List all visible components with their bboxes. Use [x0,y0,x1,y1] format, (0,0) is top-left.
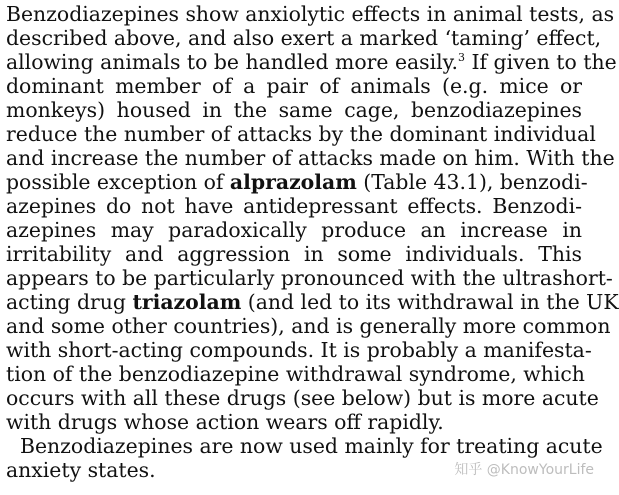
text-line: appears to be particularly pronounced with the ultrashort- [6,266,613,290]
text-line: Benzodiazepines are now used mainly for treating acute [20,434,603,458]
text-line: with drugs whose action wears off rapidly. [6,410,444,434]
text-line: monkeys) housed in the same cage, benzodiazepines [6,98,582,122]
text-line: azepines may paradoxically produce an increase in [6,218,582,242]
text-line: Benzodiazepines show anxiolytic effects in animal tests, as [6,2,615,26]
text-line: occurs with all these drugs (see below) but is more acute [6,386,599,410]
text-line: anxiety states. [6,458,156,482]
watermark: 知乎 @KnowYourLife [454,462,594,478]
text-line: with short-acting compounds. It is probably a manifesta- [6,338,592,362]
text-run: acting drug [6,290,133,314]
text-line: dominant member of a pair of animals (e.g. mice or [6,74,582,98]
drug-name-triazolam: triazolam [132,290,242,314]
text-line: tion of the benzodiazepine withdrawal syndrome, which [6,362,585,386]
text-line [6,50,617,74]
text-line: azepines do not have antidepressant effects. Benzodi- [6,194,582,218]
text-line: reduce the number of attacks by the dominant individual [6,122,596,146]
text-run: (and led to its withdrawal in the UK [241,290,619,314]
drug-name-alprazolam: alprazolam [229,170,357,194]
text-line: described above, and also exert a marked ‘taming’ effect, [6,26,602,50]
text-run: (Table 43.1), benzodi- [356,170,588,194]
text-run: possible exception of [6,170,230,194]
text-line: irritability and aggression in some individuals. This [6,242,582,266]
text-line [6,290,619,314]
footnote-marker: 3 [457,51,465,64]
text-line [6,170,588,194]
text-run: If given to the [464,50,617,74]
text-line: and increase the number of attacks made on him. With the [6,146,615,170]
text-run: allowing animals to be handled more easily. [6,50,458,74]
text-line: and some other countries), and is generally more common [6,314,611,338]
